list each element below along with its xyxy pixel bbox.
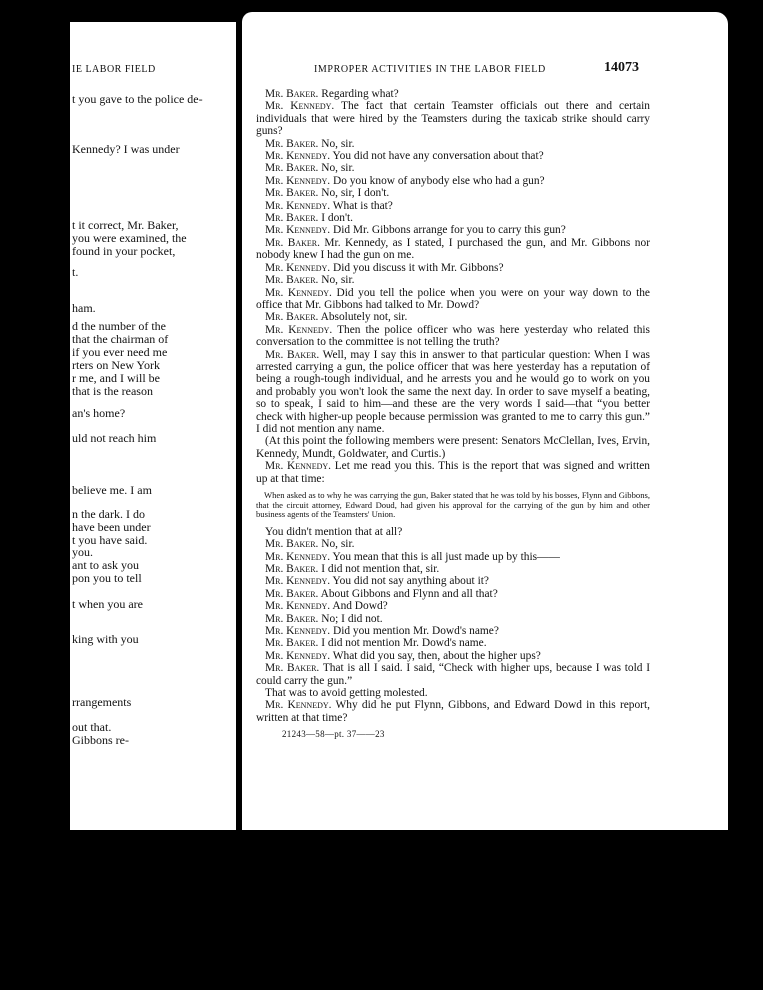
spoken-text: Do you know of anybody else who had a gun? (330, 174, 545, 187)
speaker-name: Mr. Baker. (265, 637, 319, 650)
testimony-paragraph (256, 311, 650, 323)
speaker-name: Mr. Baker. (265, 88, 319, 100)
spoken-text: Why did he put Flynn, Gibbons, and Edward Dowd in this report, written at that time? (256, 699, 650, 724)
page-body (256, 88, 650, 741)
testimony-paragraph (256, 662, 650, 687)
speaker-name: Mr. Kennedy. (265, 550, 331, 563)
speaker-name: Mr. Baker. (265, 538, 319, 551)
testimony-paragraph (256, 162, 650, 174)
testimony-paragraph (256, 224, 650, 236)
testimony-paragraph (256, 600, 650, 612)
speaker-name: Mr. Kennedy. (265, 150, 331, 163)
testimony-paragraph (256, 575, 650, 587)
speaker-name: Mr. Kennedy. (265, 699, 332, 712)
speaker-name: Mr. Kennedy. (265, 323, 333, 336)
speaker-name: Mr. Kennedy. (265, 625, 331, 638)
left-page-line: r me, and I will be (72, 371, 160, 385)
testimony-paragraph (256, 324, 650, 349)
testimony-paragraph (256, 175, 650, 187)
left-page-line: uld not reach him (72, 431, 157, 445)
testimony-paragraph (256, 349, 650, 436)
testimony-paragraph (256, 551, 650, 563)
testimony-paragraph (256, 625, 650, 637)
speaker-name: Mr. Kennedy. (265, 174, 331, 187)
speaker-name: Mr. Baker. (265, 311, 319, 324)
left-page-fragment (70, 22, 239, 830)
speaker-name: Mr. Baker. (265, 274, 319, 287)
left-page-line: Gibbons re- (72, 733, 129, 747)
spoken-text: And Dowd? (330, 600, 388, 613)
speaker-name: Mr. Baker. (265, 612, 319, 625)
spoken-text: No, sir. (318, 162, 355, 175)
spoken-text: What did you say, then, about the higher ups? (330, 649, 541, 662)
left-page-line: out that. (72, 720, 112, 734)
speaker-name: Mr. Kennedy. (265, 286, 332, 299)
print-signature: 21243—58—pt. 37——23 (282, 729, 385, 740)
left-page-line: t you gave to the police de- (72, 92, 203, 106)
left-page-line: have been under (72, 520, 151, 534)
left-page-line: t you have said. (72, 533, 148, 547)
testimony-paragraph (256, 262, 650, 274)
speaker-name: Mr. Kennedy. (265, 575, 331, 588)
speaker-name: Mr. Baker. (265, 587, 319, 600)
left-page-line: n the dark. I do (72, 507, 145, 521)
testimony-paragraph (256, 200, 650, 212)
spoken-text: Well, may I say this in answer to that particular question: When I was arrested carrying a gun, the police officer that was here yesterday has a reputation of being a rough-tough individual, and he arrests you and he would go to work on you and probably you won't look the same the next day. In order to save myself a beating, so to speak, I said to him—and these are the very words I said—that “you better check with higher-up people because permission was granted to me to carry this gun.” I did not mention any name. (256, 348, 650, 435)
left-page-line: t. (72, 265, 79, 279)
speaker-name: Mr. Baker. (265, 162, 319, 175)
testimony-paragraph (256, 274, 650, 286)
left-page-line: t it correct, Mr. Baker, (72, 218, 179, 232)
left-page-line: king with you (72, 632, 139, 646)
testimony-paragraph (256, 460, 650, 485)
spoken-text: You did not have any conversation about that? (330, 150, 544, 163)
spoken-text: Did you tell the police when you were on your way down to the office that Mr. Gibbons had talked to Mr. Dowd? (256, 286, 650, 311)
speaker-name: Mr. Baker. (265, 563, 319, 575)
left-page-line: ant to ask you (72, 558, 139, 572)
testimony-paragraph (256, 187, 650, 199)
spoken-text: I did not mention Mr. Dowd's name. (318, 637, 487, 650)
testimony-paragraph (256, 435, 650, 460)
left-page-line: rters on New York (72, 358, 160, 372)
report-quote: When asked as to why he was carrying the gun, Baker stated that he was told by his bosses, Flynn and Gibbons, that the circuit attorney, Edward Doud, had given his approval for the carrying of the gun by him and other business agents of the Teamsters' Union. (256, 490, 650, 520)
left-page-line: if you ever need me (72, 345, 168, 359)
testimony-paragraph (256, 637, 650, 649)
spoken-text: You didn't mention that at all? (265, 525, 403, 538)
spoken-text: What is that? (330, 199, 393, 212)
testimony-paragraph (256, 687, 650, 699)
spoken-text: No, sir, I don't. (318, 187, 390, 200)
spoken-text: No, sir. (318, 137, 355, 150)
testimony-paragraph (256, 212, 650, 224)
spoken-text: The fact that certain Teamster officials out there and certain individuals that were hired by the Teamsters during the taxicab strike should carry guns? (256, 100, 650, 138)
running-header: IMPROPER ACTIVITIES IN THE LABOR FIELD (314, 64, 546, 75)
speaker-name: Mr. Baker. (265, 212, 319, 225)
spoken-text: Did Mr. Gibbons arrange for you to carry this gun? (330, 224, 566, 237)
spoken-text: Then the police officer who was here yesterday who related this conversation to the committee is not telling the truth? (256, 323, 650, 349)
page-number: 14073 (604, 60, 639, 75)
speaker-name: Mr. Kennedy. (265, 199, 331, 212)
left-page-line: t when you are (72, 597, 143, 611)
testimony-paragraph (256, 538, 650, 550)
spoken-text: Let me read you this. This is the report that was signed and written up at that time: (256, 460, 650, 485)
spoken-text: I did not mention that, sir. (318, 563, 440, 575)
spoken-text: Did you discuss it with Mr. Gibbons? (330, 261, 504, 274)
spoken-text: No; I did not. (318, 612, 383, 625)
speaker-name: Mr. Kennedy. (265, 261, 331, 274)
speaker-name: Mr. Kennedy. (265, 224, 331, 237)
left-page-line: d the number of the (72, 319, 166, 333)
speaker-name: Mr. Baker. (265, 187, 319, 200)
left-page-line: ham. (72, 301, 96, 315)
left-page-line: Kennedy? I was under (72, 142, 180, 156)
speaker-name: Mr. Baker. (265, 236, 320, 249)
testimony-paragraph (256, 588, 650, 600)
left-page-line: an's home? (72, 406, 126, 420)
spoken-text: No, sir. (318, 538, 355, 551)
testimony-paragraph (256, 150, 650, 162)
testimony-paragraph (256, 699, 650, 724)
spoken-text: (At this point the following members were present: Senators McClellan, Ives, Ervin, Kennedy, Mundt, Goldwater, and Curtis.) (256, 435, 650, 460)
spoken-text: That is all I said. I said, “Check with higher ups, because I was told I could carry the gun.” (256, 662, 650, 687)
speaker-name: Mr. Kennedy. (265, 600, 331, 613)
testimony-paragraph (256, 526, 650, 538)
speaker-name: Mr. Baker. (265, 662, 320, 675)
left-page-line: you were examined, the (72, 231, 187, 245)
testimony-block-1 (256, 88, 650, 485)
spoken-text: You mean that this is all just made up by this—— (330, 550, 560, 563)
left-page-line: rrangements (72, 695, 132, 709)
spoken-text: Absolutely not, sir. (318, 311, 408, 324)
spoken-text: You did not say anything about it? (330, 575, 489, 588)
testimony-paragraph (256, 650, 650, 662)
speaker-name: Mr. Baker. (265, 348, 320, 361)
speaker-name: Mr. Kennedy. (265, 649, 331, 662)
left-page-line: found in your pocket, (72, 244, 176, 258)
spoken-text: Mr. Kennedy, as I stated, I purchased the gun, and Mr. Gibbons nor nobody knew I had the gun on me. (256, 236, 650, 262)
spoken-text: Regarding what? (318, 88, 399, 100)
left-page-line: that the chairman of (72, 332, 169, 346)
testimony-paragraph (256, 237, 650, 262)
spoken-text: That was to avoid getting molested. (265, 687, 428, 700)
spoken-text: I don't. (318, 212, 354, 225)
testimony-paragraph (256, 88, 650, 100)
left-page-line: believe me. I am (72, 483, 152, 497)
speaker-name: Mr. Kennedy. (265, 100, 335, 113)
left-page-line: you. (72, 545, 93, 559)
left-page-line: that is the reason (72, 384, 153, 398)
testimony-paragraph (256, 138, 650, 150)
testimony-paragraph (256, 613, 650, 625)
spoken-text: Did you mention Mr. Dowd's name? (330, 625, 499, 638)
spoken-text: About Gibbons and Flynn and all that? (318, 587, 498, 600)
spoken-text: No, sir. (318, 274, 355, 287)
testimony-paragraph (256, 563, 650, 575)
left-page-line: pon you to tell (72, 571, 142, 585)
testimony-paragraph (256, 100, 650, 137)
testimony-paragraph (256, 287, 650, 312)
speaker-name: Mr. Baker. (265, 137, 319, 150)
testimony-block-2 (256, 526, 650, 725)
right-page (242, 12, 728, 830)
speaker-name: Mr. Kennedy. (265, 460, 331, 473)
left-page-header: IE LABOR FIELD (72, 64, 156, 75)
